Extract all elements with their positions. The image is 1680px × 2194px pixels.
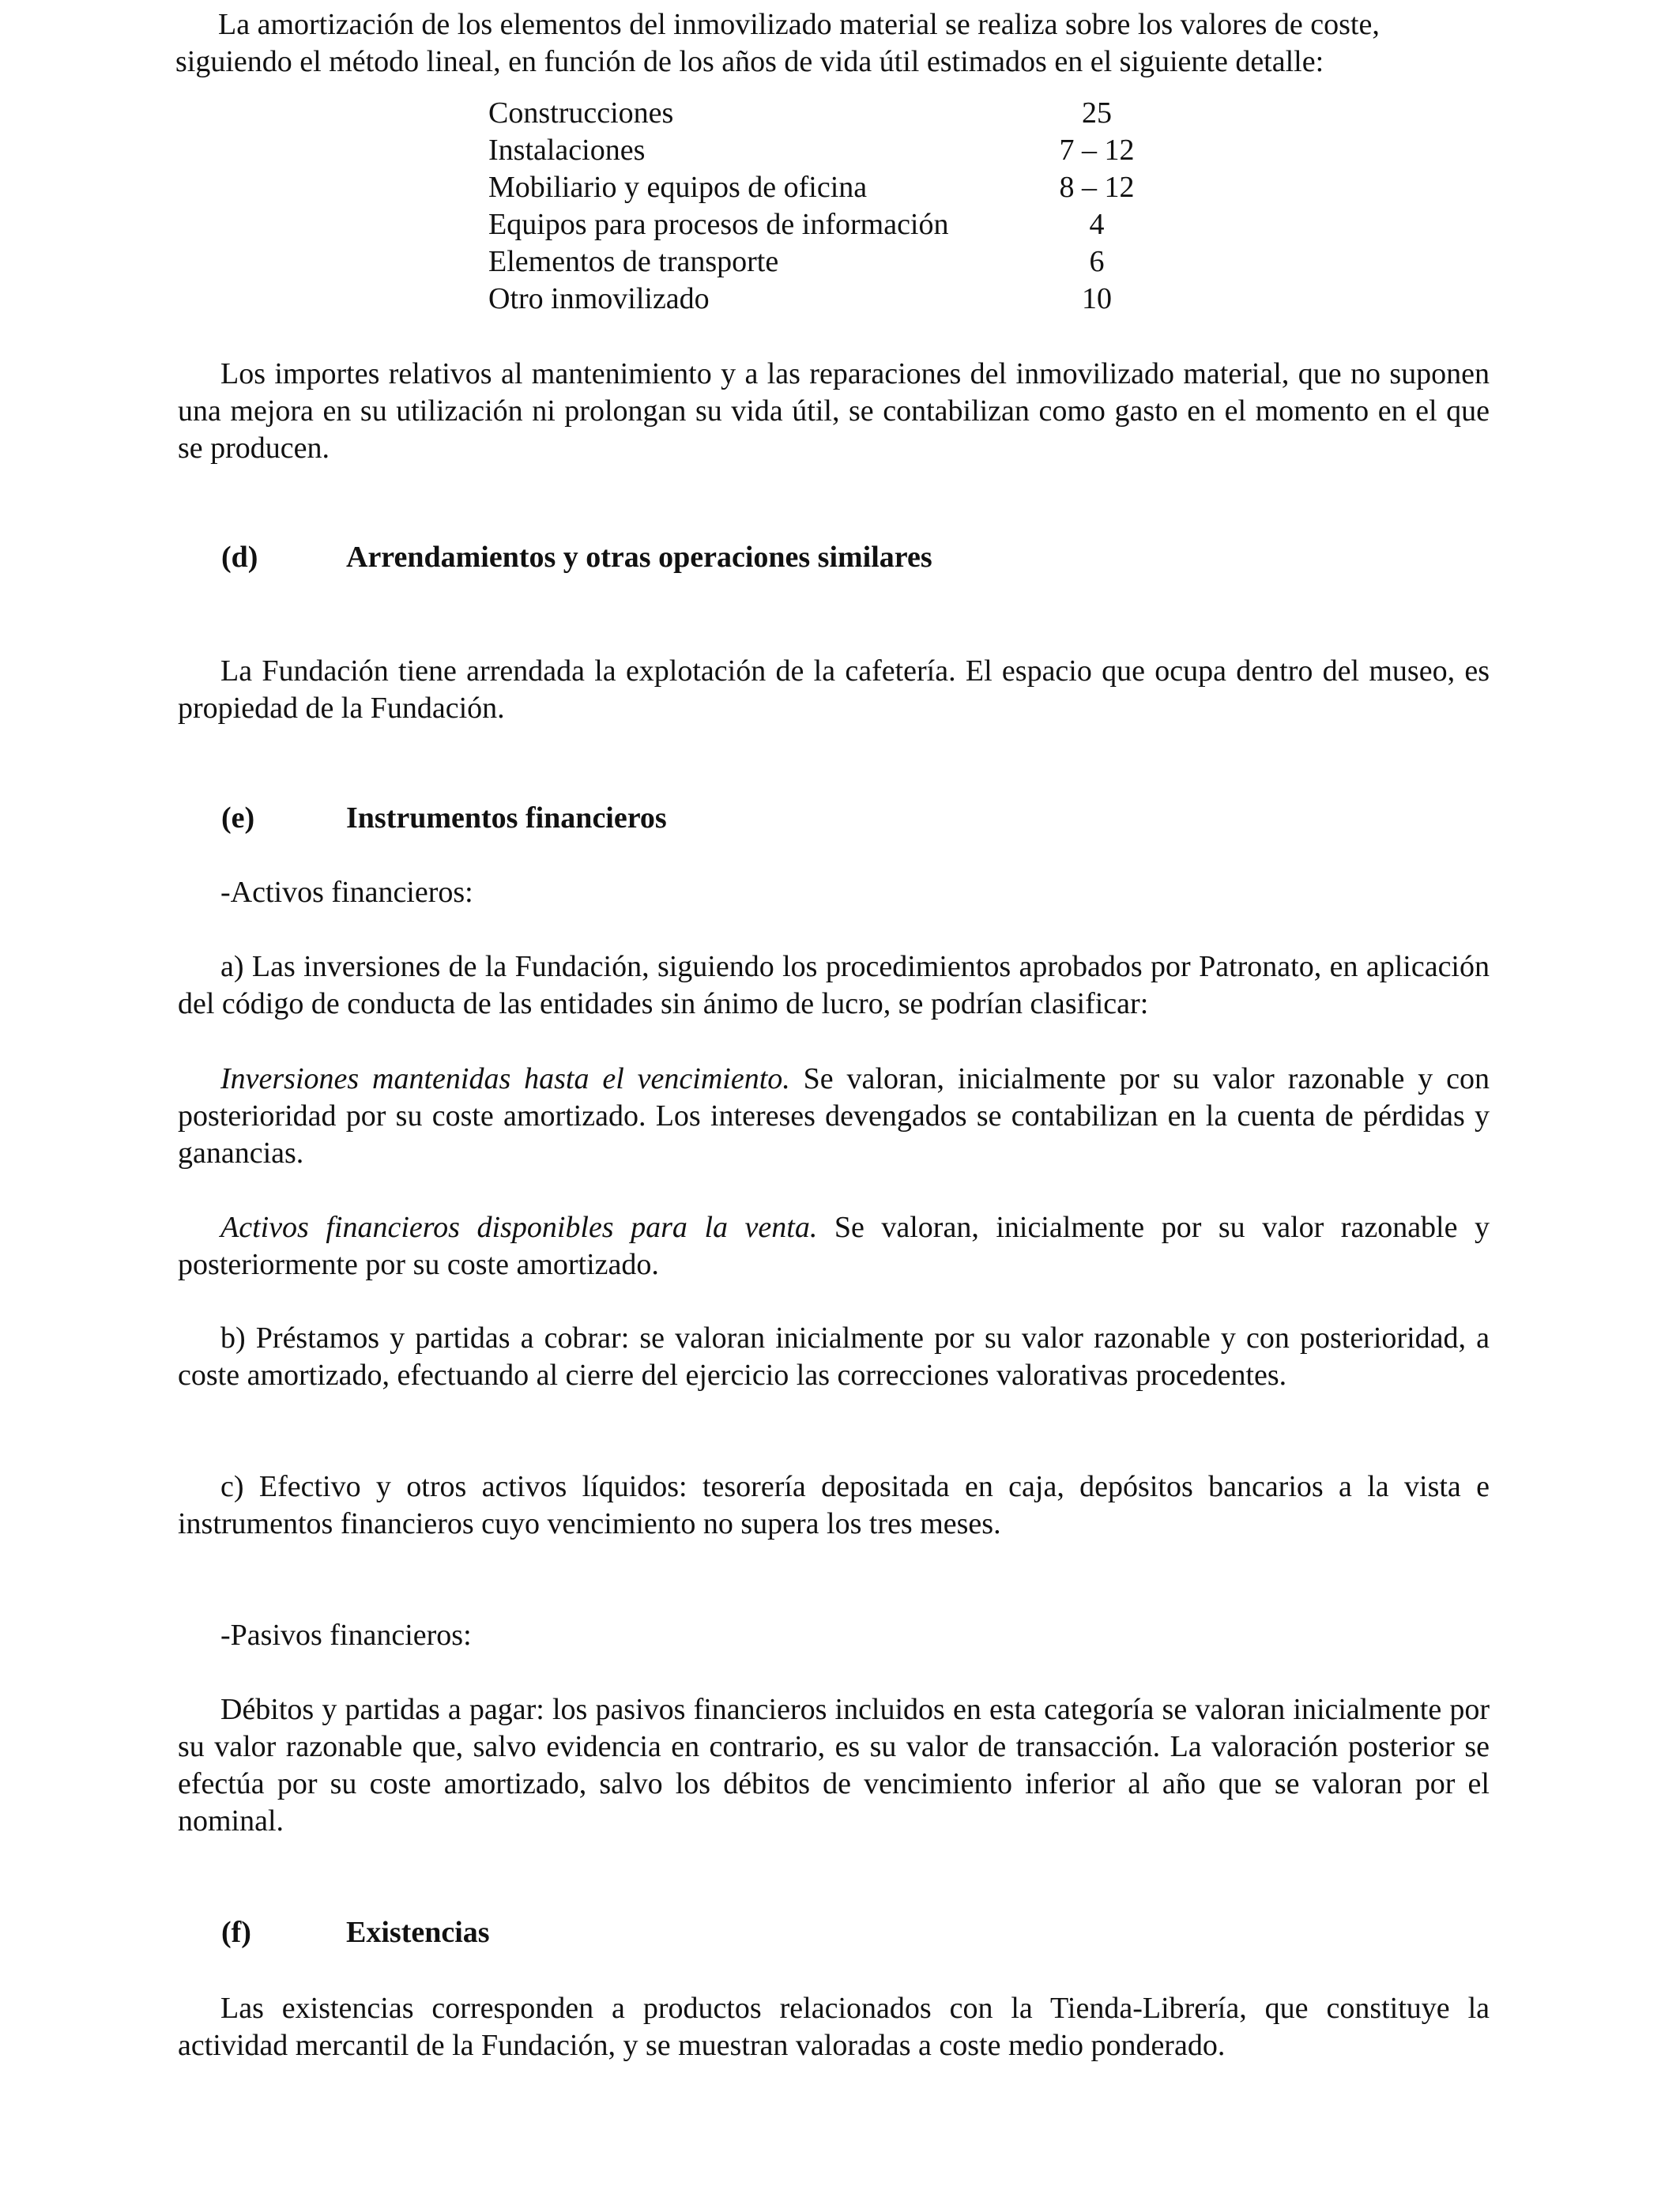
section-d-letter: (d) (221, 541, 258, 574)
table-row (488, 243, 1152, 281)
activos-financieros-label: -Activos financieros: (220, 876, 473, 909)
table-row (488, 281, 1152, 318)
section-e-title: Instrumentos financieros (346, 801, 667, 835)
item-a-paragraph: a) Las inversiones de la Fundación, siguiendo los procedimientos aprobados por Patronato, en aplicación del código de conducta de las entidades sin ánimo de lucro, se podrían clasificar: (178, 950, 1490, 1020)
asset-name: Construcciones (488, 96, 674, 130)
disponibles-text: Se valoran, inicialmente por su valor razonable y posteriormente por su coste amortizado. (178, 1211, 1490, 1281)
section-d-title: Arrendamientos y otras operaciones similares (346, 541, 932, 574)
item-c-paragraph: c) Efectivo y otros activos líquidos: tesorería depositada en caja, depósitos bancarios a la vista e instrumentos financieros cuyo vencimiento no supera los tres meses. (178, 1470, 1490, 1540)
section-e-letter: (e) (221, 801, 255, 835)
asset-name: Mobiliario y equipos de oficina (488, 171, 868, 204)
asset-years: 25 (1082, 96, 1112, 130)
asset-name: Equipos para procesos de información (488, 208, 949, 241)
debitos-paragraph: Débitos y partidas a pagar: los pasivos financieros incluidos en esta categoría se valoran inicialmente por su valor razonable que, salvo evidencia en contrario, es su valor de transacción. La valoración posterior se efectúa por su coste amortizado, salvo los débitos de vencimiento inferior al año que se valoran por el nominal. (178, 1693, 1490, 1838)
item-b-paragraph: b) Préstamos y partidas a cobrar: se valoran inicialmente por su valor razonable y con posterioridad, a coste amortizado, efectuando al cierre del ejercicio las correcciones valorativas procedentes. (178, 1321, 1490, 1392)
table-row (488, 206, 1152, 243)
section-f-title: Existencias (346, 1916, 490, 1949)
depreciation-table (488, 95, 1152, 318)
table-row (488, 95, 1152, 132)
asset-years: 6 (1089, 245, 1105, 278)
section-f-paragraph: Las existencias corresponden a productos relacionados con la Tienda-Librería, que constituye la actividad mercantil de la Fundación, y se muestran valoradas a coste medio ponderado. (178, 1992, 1490, 2062)
section-f-heading (221, 1914, 490, 1951)
section-f-letter: (f) (221, 1916, 251, 1949)
pasivos-financieros-label: -Pasivos financieros: (220, 1619, 472, 1652)
asset-name: Elementos de transporte (488, 245, 779, 278)
asset-years: 10 (1082, 282, 1112, 315)
table-row (488, 132, 1152, 169)
section-d-paragraph: La Fundación tiene arrendada la explotación de la cafetería. El espacio que ocupa dentro del museo, es propiedad de la Fundación. (178, 654, 1490, 725)
asset-years: 4 (1089, 208, 1105, 241)
disponibles-paragraph (178, 1209, 1490, 1284)
inversiones-paragraph (178, 1061, 1490, 1172)
asset-name: Instalaciones (488, 134, 646, 167)
inversiones-text: Se valoran, inicialmente por su valor razonable y con posterioridad por su coste amortizado. Los intereses devengados se contabilizan en la cuenta de pérdidas y ganancias. (178, 1062, 1490, 1170)
asset-name: Otro inmovilizado (488, 282, 710, 315)
table-row (488, 169, 1152, 206)
inversiones-title: Inversiones mantenidas hasta el vencimiento. (220, 1062, 790, 1095)
section-e-heading (221, 800, 667, 837)
maintenance-paragraph: Los importes relativos al mantenimiento y a las reparaciones del inmovilizado material, que no suponen una mejora en su utilización ni prolongan su vida útil, se contabilizan como gasto en el momento en el que se producen. (178, 357, 1490, 465)
asset-years: 7 – 12 (1059, 134, 1135, 167)
asset-years: 8 – 12 (1059, 171, 1135, 204)
disponibles-title: Activos financieros disponibles para la venta. (220, 1211, 818, 1244)
section-d-heading (221, 539, 932, 576)
intro-paragraph: La amortización de los elementos del inmovilizado material se realiza sobre los valores de coste, siguiendo el método lineal, en función de los años de vida útil estimados en el siguiente detalle: (175, 8, 1380, 78)
